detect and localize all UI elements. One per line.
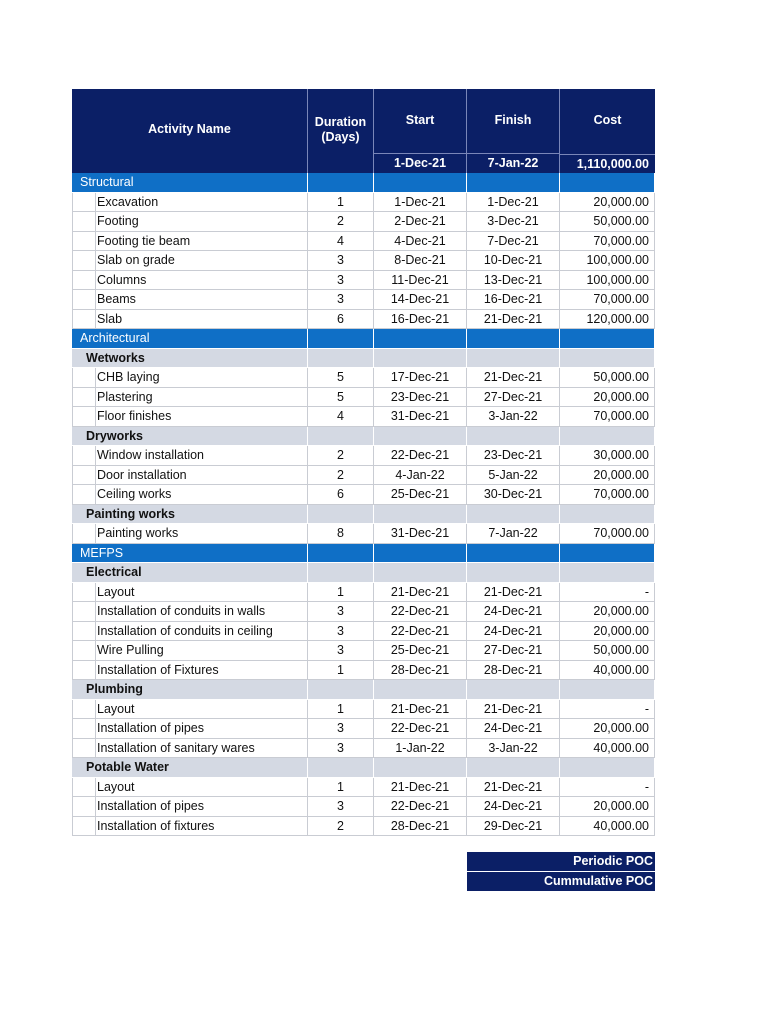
table-row <box>72 193 655 213</box>
finish-cell[interactable]: 7-Dec-21 <box>467 232 560 252</box>
table-header <box>72 89 655 173</box>
finish-cell[interactable] <box>467 427 560 447</box>
activity-cell[interactable]: Installation of pipes <box>72 719 308 739</box>
group-row <box>72 563 655 583</box>
table-row <box>72 290 655 310</box>
cost-cell[interactable]: 50,000.00 <box>560 368 655 388</box>
finish-cell[interactable]: 24-Dec-21 <box>467 719 560 739</box>
activity-cell[interactable]: Wetworks <box>72 349 308 369</box>
group-row <box>72 505 655 525</box>
cost-cell[interactable]: 70,000.00 <box>560 407 655 427</box>
start-cell[interactable]: 28-Dec-21 <box>374 817 467 837</box>
group-row <box>72 349 655 369</box>
finish-cell[interactable] <box>467 563 560 583</box>
duration-cell[interactable]: 1 <box>308 700 374 720</box>
indent-gridline <box>95 641 96 661</box>
cost-cell[interactable]: 100,000.00 <box>560 251 655 271</box>
cost-cell[interactable] <box>560 173 655 193</box>
finish-cell[interactable]: 3-Dec-21 <box>467 212 560 232</box>
section-row <box>72 329 655 349</box>
activity-cell[interactable]: Installation of sanitary wares <box>72 739 308 759</box>
activity-cell[interactable]: Installation of pipes <box>72 797 308 817</box>
cumulative-poc-label[interactable]: Cummulative POC <box>467 872 655 891</box>
indent-gridline <box>95 388 96 408</box>
start-cell[interactable] <box>374 563 467 583</box>
schedule-table <box>72 89 655 836</box>
table-row <box>72 739 655 759</box>
duration-cell[interactable]: 3 <box>308 271 374 291</box>
section-row <box>72 544 655 564</box>
table-row <box>72 622 655 642</box>
start-cell[interactable] <box>374 758 467 778</box>
finish-cell[interactable] <box>467 505 560 525</box>
activity-cell[interactable]: Slab on grade <box>72 251 308 271</box>
duration-cell[interactable]: 3 <box>308 739 374 759</box>
cost-cell[interactable]: 40,000.00 <box>560 739 655 759</box>
cost-cell[interactable]: 40,000.00 <box>560 661 655 681</box>
table-row <box>72 232 655 252</box>
duration-cell[interactable]: 1 <box>308 583 374 603</box>
duration-cell[interactable]: 1 <box>308 661 374 681</box>
duration-cell[interactable] <box>308 563 374 583</box>
table-row <box>72 251 655 271</box>
activity-cell[interactable]: Layout <box>72 700 308 720</box>
cost-cell[interactable]: 50,000.00 <box>560 641 655 661</box>
start-cell[interactable]: 31-Dec-21 <box>374 524 467 544</box>
duration-cell[interactable]: 3 <box>308 797 374 817</box>
start-cell[interactable]: 23-Dec-21 <box>374 388 467 408</box>
duration-cell[interactable]: 2 <box>308 817 374 837</box>
duration-cell[interactable]: 2 <box>308 466 374 486</box>
finish-cell[interactable]: 29-Dec-21 <box>467 817 560 837</box>
duration-cell[interactable]: 3 <box>308 719 374 739</box>
duration-cell[interactable]: 1 <box>308 778 374 798</box>
table-row <box>72 817 655 837</box>
table-row <box>72 271 655 291</box>
finish-cell[interactable] <box>467 680 560 700</box>
table-row <box>72 700 655 720</box>
activity-cell[interactable]: Excavation <box>72 193 308 213</box>
cost-cell[interactable]: 50,000.00 <box>560 212 655 232</box>
activity-cell[interactable]: Electrical <box>72 563 308 583</box>
indent-gridline <box>95 232 96 252</box>
finish-cell[interactable]: 24-Dec-21 <box>467 622 560 642</box>
finish-cell[interactable] <box>467 544 560 564</box>
duration-cell[interactable]: 3 <box>308 290 374 310</box>
start-cell[interactable] <box>374 329 467 349</box>
finish-cell[interactable]: 5-Jan-22 <box>467 466 560 486</box>
cost-cell[interactable]: 40,000.00 <box>560 817 655 837</box>
table-row <box>72 212 655 232</box>
cost-cell[interactable]: 20,000.00 <box>560 622 655 642</box>
activity-cell[interactable]: Plastering <box>72 388 308 408</box>
indent-gridline <box>95 739 96 759</box>
start-cell[interactable]: 11-Dec-21 <box>374 271 467 291</box>
table-row <box>72 778 655 798</box>
start-cell[interactable]: 31-Dec-21 <box>374 407 467 427</box>
cost-cell[interactable]: 70,000.00 <box>560 485 655 505</box>
finish-cell[interactable] <box>467 758 560 778</box>
table-row <box>72 797 655 817</box>
duration-cell[interactable]: 6 <box>308 485 374 505</box>
cost-cell[interactable] <box>560 349 655 369</box>
cost-cell[interactable]: 70,000.00 <box>560 290 655 310</box>
start-cell[interactable]: 17-Dec-21 <box>374 368 467 388</box>
indent-gridline <box>95 602 96 622</box>
duration-cell[interactable]: 6 <box>308 310 374 330</box>
cost-cell[interactable]: - <box>560 700 655 720</box>
cost-cell[interactable] <box>560 680 655 700</box>
cost-cell[interactable]: 20,000.00 <box>560 602 655 622</box>
finish-cell[interactable]: 16-Dec-21 <box>467 290 560 310</box>
indent-gridline <box>95 251 96 271</box>
start-cell[interactable] <box>374 349 467 369</box>
header-finish-total: 7-Jan-22 <box>467 153 559 173</box>
table-row <box>72 583 655 603</box>
duration-cell[interactable] <box>308 329 374 349</box>
header-start[interactable] <box>374 89 467 173</box>
start-cell[interactable]: 22-Dec-21 <box>374 719 467 739</box>
indent-gridline <box>95 817 96 837</box>
start-cell[interactable]: 21-Dec-21 <box>374 778 467 798</box>
table-row <box>72 388 655 408</box>
activity-cell[interactable]: Installation of conduits in walls <box>72 602 308 622</box>
header-duration-line2: (Days) <box>321 130 360 144</box>
table-row <box>72 446 655 466</box>
start-cell[interactable]: 1-Jan-22 <box>374 739 467 759</box>
indent-gridline <box>95 583 96 603</box>
activity-cell[interactable]: Footing <box>72 212 308 232</box>
activity-cell[interactable]: Layout <box>72 778 308 798</box>
indent-gridline <box>95 524 96 544</box>
cost-cell[interactable]: 20,000.00 <box>560 719 655 739</box>
start-cell[interactable] <box>374 680 467 700</box>
activity-cell[interactable]: CHB laying <box>72 368 308 388</box>
periodic-poc-label[interactable]: Periodic POC <box>467 852 655 871</box>
start-cell[interactable]: 16-Dec-21 <box>374 310 467 330</box>
table-row <box>72 466 655 486</box>
finish-cell[interactable] <box>467 329 560 349</box>
header-activity-label: Activity Name <box>148 122 231 136</box>
indent-gridline <box>95 446 96 466</box>
header-activity-name[interactable] <box>72 89 308 173</box>
cost-cell[interactable] <box>560 758 655 778</box>
cost-cell[interactable]: - <box>560 583 655 603</box>
header-cost-total: 1,110,000.00 <box>560 154 655 173</box>
group-row <box>72 427 655 447</box>
activity-cell[interactable]: Ceiling works <box>72 485 308 505</box>
activity-cell[interactable]: Beams <box>72 290 308 310</box>
cost-cell[interactable]: 100,000.00 <box>560 271 655 291</box>
section-row <box>72 173 655 193</box>
finish-cell[interactable]: 23-Dec-21 <box>467 446 560 466</box>
duration-cell[interactable] <box>308 680 374 700</box>
table-row <box>72 407 655 427</box>
activity-cell[interactable]: Potable Water <box>72 758 308 778</box>
duration-cell[interactable] <box>308 758 374 778</box>
activity-cell[interactable]: Floor finishes <box>72 407 308 427</box>
activity-cell[interactable]: Window installation <box>72 446 308 466</box>
activity-cell[interactable]: Slab <box>72 310 308 330</box>
activity-cell[interactable]: Layout <box>72 583 308 603</box>
duration-cell[interactable]: 3 <box>308 641 374 661</box>
cost-cell[interactable]: 20,000.00 <box>560 797 655 817</box>
cost-cell[interactable]: 20,000.00 <box>560 193 655 213</box>
duration-cell[interactable]: 4 <box>308 407 374 427</box>
duration-cell[interactable] <box>308 349 374 369</box>
indent-gridline <box>95 485 96 505</box>
start-cell[interactable]: 4-Dec-21 <box>374 232 467 252</box>
start-cell[interactable]: 25-Dec-21 <box>374 641 467 661</box>
duration-cell[interactable]: 3 <box>308 251 374 271</box>
activity-cell[interactable]: Painting works <box>72 524 308 544</box>
duration-cell[interactable]: 8 <box>308 524 374 544</box>
start-cell[interactable]: 2-Dec-21 <box>374 212 467 232</box>
duration-cell[interactable]: 4 <box>308 232 374 252</box>
duration-cell[interactable] <box>308 173 374 193</box>
indent-gridline <box>95 271 96 291</box>
indent-gridline <box>95 193 96 213</box>
start-cell[interactable]: 21-Dec-21 <box>374 583 467 603</box>
start-cell[interactable]: 22-Dec-21 <box>374 602 467 622</box>
cost-cell[interactable] <box>560 544 655 564</box>
group-row <box>72 680 655 700</box>
activity-cell[interactable]: Architectural <box>72 329 308 349</box>
start-cell[interactable]: 28-Dec-21 <box>374 661 467 681</box>
finish-cell[interactable]: 24-Dec-21 <box>467 602 560 622</box>
activity-cell[interactable]: Painting works <box>72 505 308 525</box>
start-cell[interactable] <box>374 505 467 525</box>
header-finish-label: Finish <box>494 113 532 127</box>
finish-cell[interactable]: 30-Dec-21 <box>467 485 560 505</box>
start-cell[interactable]: 1-Dec-21 <box>374 193 467 213</box>
table-row <box>72 524 655 544</box>
indent-gridline <box>95 407 96 427</box>
duration-cell[interactable]: 3 <box>308 602 374 622</box>
finish-cell[interactable]: 21-Dec-21 <box>467 583 560 603</box>
finish-cell[interactable]: 3-Jan-22 <box>467 407 560 427</box>
start-cell[interactable]: 8-Dec-21 <box>374 251 467 271</box>
table-row <box>72 310 655 330</box>
start-cell[interactable]: 22-Dec-21 <box>374 446 467 466</box>
finish-cell[interactable]: 21-Dec-21 <box>467 778 560 798</box>
indent-gridline <box>95 622 96 642</box>
indent-gridline <box>95 290 96 310</box>
duration-cell[interactable]: 3 <box>308 622 374 642</box>
duration-cell[interactable]: 5 <box>308 368 374 388</box>
cost-cell[interactable]: - <box>560 778 655 798</box>
cost-cell[interactable]: 70,000.00 <box>560 524 655 544</box>
indent-gridline <box>95 797 96 817</box>
start-cell[interactable]: 4-Jan-22 <box>374 466 467 486</box>
indent-gridline <box>95 466 96 486</box>
table-row <box>72 661 655 681</box>
indent-gridline <box>95 700 96 720</box>
cost-cell[interactable] <box>560 427 655 447</box>
group-row <box>72 758 655 778</box>
cost-cell[interactable]: 20,000.00 <box>560 466 655 486</box>
header-start-total: 1-Dec-21 <box>374 153 466 173</box>
start-cell[interactable]: 25-Dec-21 <box>374 485 467 505</box>
activity-cell[interactable]: Door installation <box>72 466 308 486</box>
start-cell[interactable] <box>374 544 467 564</box>
start-cell[interactable]: 21-Dec-21 <box>374 700 467 720</box>
start-cell[interactable] <box>374 427 467 447</box>
indent-gridline <box>95 661 96 681</box>
finish-cell[interactable]: 27-Dec-21 <box>467 388 560 408</box>
table-row <box>72 368 655 388</box>
finish-cell[interactable]: 13-Dec-21 <box>467 271 560 291</box>
finish-cell[interactable]: 28-Dec-21 <box>467 661 560 681</box>
activity-cell[interactable]: Dryworks <box>72 427 308 447</box>
activity-cell[interactable]: Installation of conduits in ceiling <box>72 622 308 642</box>
start-cell[interactable] <box>374 173 467 193</box>
duration-cell[interactable] <box>308 544 374 564</box>
indent-gridline <box>95 719 96 739</box>
start-cell[interactable]: 22-Dec-21 <box>374 622 467 642</box>
finish-cell[interactable]: 7-Jan-22 <box>467 524 560 544</box>
duration-cell[interactable] <box>308 505 374 525</box>
finish-cell[interactable]: 21-Dec-21 <box>467 310 560 330</box>
finish-cell[interactable]: 21-Dec-21 <box>467 368 560 388</box>
activity-cell[interactable]: Installation of fixtures <box>72 817 308 837</box>
start-cell[interactable]: 14-Dec-21 <box>374 290 467 310</box>
finish-cell[interactable] <box>467 173 560 193</box>
indent-gridline <box>95 368 96 388</box>
start-cell[interactable]: 22-Dec-21 <box>374 797 467 817</box>
duration-cell[interactable]: 2 <box>308 212 374 232</box>
cost-cell[interactable]: 70,000.00 <box>560 232 655 252</box>
finish-cell[interactable]: 10-Dec-21 <box>467 251 560 271</box>
header-start-label: Start <box>405 113 435 127</box>
indent-gridline <box>95 310 96 330</box>
activity-cell[interactable]: Plumbing <box>72 680 308 700</box>
activity-cell[interactable]: Wire Pulling <box>72 641 308 661</box>
finish-cell[interactable]: 21-Dec-21 <box>467 700 560 720</box>
indent-gridline <box>95 212 96 232</box>
activity-cell[interactable]: Structural <box>72 173 308 193</box>
header-cost[interactable] <box>560 89 655 173</box>
table-row <box>72 641 655 661</box>
duration-cell[interactable]: 2 <box>308 446 374 466</box>
cost-cell[interactable] <box>560 329 655 349</box>
finish-cell[interactable]: 1-Dec-21 <box>467 193 560 213</box>
activity-cell[interactable]: Footing tie beam <box>72 232 308 252</box>
header-cost-label: Cost <box>593 113 622 127</box>
finish-cell[interactable]: 27-Dec-21 <box>467 641 560 661</box>
table-body <box>72 173 655 836</box>
table-row <box>72 485 655 505</box>
indent-gridline <box>95 778 96 798</box>
cost-cell[interactable]: 120,000.00 <box>560 310 655 330</box>
duration-cell[interactable]: 1 <box>308 193 374 213</box>
finish-cell[interactable]: 24-Dec-21 <box>467 797 560 817</box>
finish-cell[interactable] <box>467 349 560 369</box>
duration-cell[interactable]: 5 <box>308 388 374 408</box>
header-duration-line1: Duration <box>314 115 367 129</box>
cost-cell[interactable]: 20,000.00 <box>560 388 655 408</box>
duration-cell[interactable] <box>308 427 374 447</box>
finish-cell[interactable]: 3-Jan-22 <box>467 739 560 759</box>
cost-cell[interactable] <box>560 563 655 583</box>
activity-cell[interactable]: Columns <box>72 271 308 291</box>
header-finish[interactable] <box>467 89 560 173</box>
table-row <box>72 719 655 739</box>
activity-cell[interactable]: MEFPS <box>72 544 308 564</box>
table-row <box>72 602 655 622</box>
cost-cell[interactable] <box>560 505 655 525</box>
activity-cell[interactable]: Installation of Fixtures <box>72 661 308 681</box>
cost-cell[interactable]: 30,000.00 <box>560 446 655 466</box>
header-duration[interactable] <box>308 89 374 173</box>
